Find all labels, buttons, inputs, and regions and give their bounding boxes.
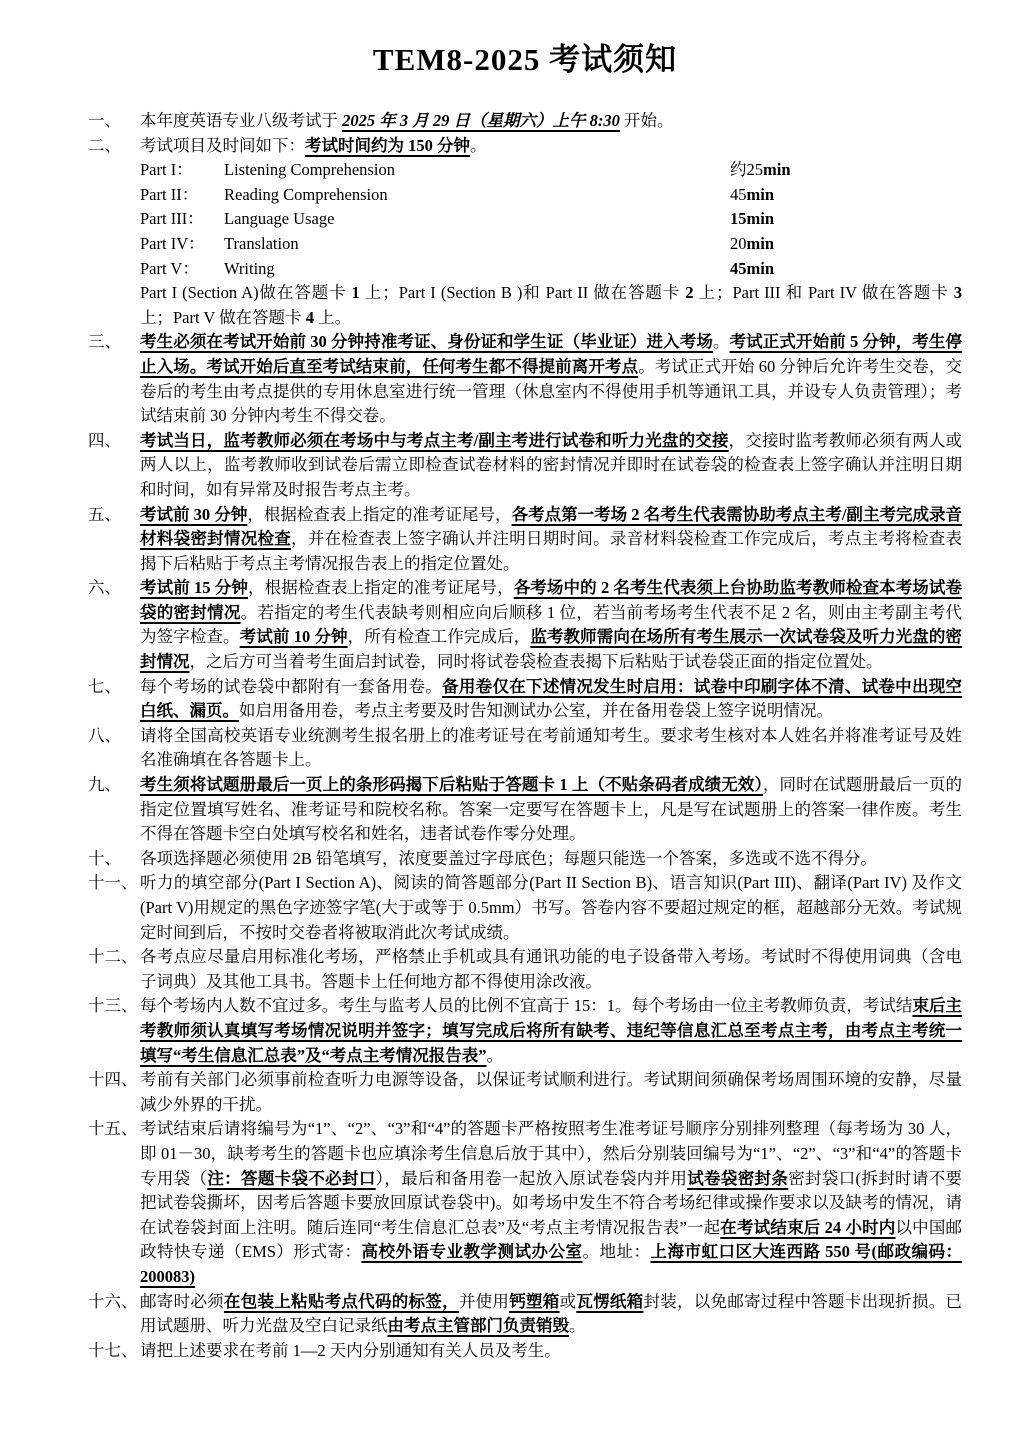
text-run: 各考点应尽量启用标准化考场，严格禁止手机或具有通讯功能的电子设备带入考场。考试时不得使用词典（含电子词典）及其他工具书。答题卡上任何地方都不得使用涂改液。 xyxy=(140,947,962,991)
text-run: 或 xyxy=(559,1291,577,1311)
item-number: 十三、 xyxy=(88,996,138,1016)
notice-list xyxy=(88,109,962,1363)
notice-item xyxy=(88,134,962,331)
text-run: 3 xyxy=(953,283,962,303)
item-number: 七、 xyxy=(88,676,121,696)
text-run: ，所有检查工作完成后， xyxy=(347,627,531,647)
text-run: 。 xyxy=(486,1045,503,1065)
text-run: 考生必须在考试开始前 30 分钟持准考证、身份证和学生证（毕业证）进入考场 xyxy=(140,332,713,352)
text-run: 每个考场的试卷袋中都附有一套备用卷。 xyxy=(140,676,443,696)
text-run: 。 xyxy=(470,135,487,155)
part-name: Reading Comprehension xyxy=(224,184,388,204)
part-duration xyxy=(730,183,774,208)
part-label: Part II： xyxy=(140,184,199,204)
exam-part-row xyxy=(140,257,962,282)
item-number: 一、 xyxy=(88,111,121,130)
part-duration xyxy=(730,158,791,183)
item-body xyxy=(140,109,962,134)
text-run: 45 xyxy=(730,184,747,204)
part-name: Listening Comprehension xyxy=(224,160,395,180)
text-run: 考试前 10 分钟 xyxy=(239,627,348,647)
text-run: 20 xyxy=(730,233,747,253)
item-body xyxy=(140,847,962,872)
text-run: 45min xyxy=(730,258,775,278)
notice-item xyxy=(88,429,962,503)
item-number: 五、 xyxy=(88,504,121,524)
text-run: 由考点主管部门负责销毁 xyxy=(387,1316,569,1336)
item-number: 八、 xyxy=(88,725,121,745)
text-run: 考试当日，监考教师必须在考场中与考点主考/副主考进行试卷和听力光盘的交接 xyxy=(140,430,729,450)
item-body xyxy=(140,773,962,847)
part-duration xyxy=(730,207,774,232)
text-run: 密封袋口(拆封时请不要把试卷袋撕坏，因考后答题卡要放回原试卷袋中)。如考场中发生不符合考场纪律或操作要求以及缺考的情况，请在试卷袋封面上注明。随后连同“考生信息汇总表”及“考点主考情况报告表”一起 xyxy=(140,1168,963,1237)
item-body xyxy=(140,871,962,945)
item-number: 九、 xyxy=(88,775,121,795)
notice-item xyxy=(88,109,962,134)
text-run: ，交接时监考教师必须有两人或两人以上，监考教师收到试卷后需立即检查试卷材料的密封情况并即时在试卷袋的检查表上签字确认并注明日期和时间，如有异常及时报告考点主考。 xyxy=(140,430,963,499)
notice-item xyxy=(88,724,962,773)
text-run: 考试时间约为 150 分钟 xyxy=(305,135,470,155)
text-run: 考试前 15 分钟 xyxy=(140,578,248,598)
text-run: ，并在检查表上签字确认并注明日期时间。录音材料袋检查工作完成后，考点主考将检查表揭下后粘贴于考点主考情况报告表上的指定位置处。 xyxy=(140,529,962,573)
text-run: 邮寄时必须 xyxy=(140,1291,224,1311)
item-number: 二、 xyxy=(88,135,121,155)
text-run: 请将全国高校英语专业统测考生报名册上的准考证号在考前通知考生。要求考生核对本人姓名并将准考证号及姓名准确填在各答题卡上。 xyxy=(140,725,962,770)
document-title: TEM8-2025 考试须知 xyxy=(372,42,678,77)
text-run: 备用卷仅在下述情况发生时启用：试卷中印刷字体不清、试卷中出现空白纸、漏页。 xyxy=(140,676,962,721)
text-run: 如启用备用卷，考点主考要及时告知测试办公室，并在备用卷袋上签字说明情况。 xyxy=(239,701,833,721)
notice-item xyxy=(88,847,962,872)
item-body xyxy=(140,724,962,773)
text-run: 本年度英语专业八级考试于 xyxy=(140,111,343,130)
text-run: 上；Part III 和 Part IV 做在答题卡 xyxy=(693,283,954,303)
item-body xyxy=(140,1290,962,1339)
text-run: 封装，以免邮寄过程中答题卡出现折损。已用试题册、听力光盘及空白记录纸 xyxy=(140,1291,962,1336)
notice-item xyxy=(88,675,962,724)
part-label: Part III： xyxy=(140,209,204,229)
text-run: 在考试结束后 24 小时内 xyxy=(720,1217,896,1237)
notice-item xyxy=(88,1339,962,1364)
text-run: 并使用 xyxy=(458,1291,510,1311)
item-body xyxy=(140,576,962,674)
text-run: min xyxy=(746,184,775,204)
item-body xyxy=(140,429,962,503)
item-number: 三、 xyxy=(88,332,121,352)
text-run: 考试正式开始前 5 分钟，考生停止入场。考试开始后直至考试结束前，任何考生都不得提前离开考点 xyxy=(140,332,963,376)
part-name: Translation xyxy=(224,233,299,253)
item-body xyxy=(140,675,962,724)
text-run: 考前有关部门必须事前检查听力电源等设备，以保证考试顺利进行。考试期间须确保考场周围环境的安静，尽量减少外界的干扰。 xyxy=(140,1070,962,1114)
item-note xyxy=(140,281,962,330)
text-run: ，之后方可当着考生面启封试卷，同时将试卷袋检查表揭下后粘贴于试卷袋正面的指定位置处。 xyxy=(189,652,883,672)
text-run: ，同时在试题册最后一页的指定位置填写姓名、准考证号和院校名称。答案一定要写在答题卡上，凡是写在试题册上的答案一律作废。考生不得在答题卡空白处填写校名和姓名，违者试卷作零分处理。 xyxy=(140,775,963,844)
notice-item xyxy=(88,330,962,428)
text-run: ，根据检查表上指定的准考证尾号， xyxy=(248,578,514,598)
text-run: 高校外语专业教学测试办公室 xyxy=(361,1242,583,1262)
part-name: Language Usage xyxy=(224,209,335,229)
text-run: 考试结束后请将编号为“1”、“2”、“3”和“4”的答题卡严格按照考生准考证号顺序分别排列整理（每考场为 30 人，即 01－30，缺考考生的答题卡也应填涂考生信息后放于其中），然后分别装回编号为“1”、“2”、“3”和“4”的答题卡专用袋（ xyxy=(140,1119,962,1188)
notice-item xyxy=(88,945,962,994)
part-name: Writing xyxy=(224,258,275,278)
text-run: 试卷袋密封条 xyxy=(687,1168,789,1188)
item-number: 四、 xyxy=(88,430,121,450)
text-run: 各项选择题必须使用 2B 铅笔填写，浓度要盖过字母底色；每题只能选一个答案，多选或不选不得分。 xyxy=(140,848,878,868)
item-number: 十二、 xyxy=(88,947,138,967)
item-number: 十、 xyxy=(88,848,121,868)
part-duration xyxy=(730,232,774,257)
item-number: 十一、 xyxy=(88,873,138,893)
text-run: 4 xyxy=(305,307,315,327)
item-body xyxy=(140,1068,962,1117)
notice-item xyxy=(88,576,962,674)
item-number: 十六、 xyxy=(88,1291,138,1311)
text-run: 考试前 30 分钟 xyxy=(140,504,248,524)
text-run: 考生须将试题册最后一页上的条形码揭下后粘贴于答题卡 1 上（不贴条码者成绩无效） xyxy=(140,775,763,795)
text-run: 。地址： xyxy=(582,1242,651,1262)
part-label: Part V： xyxy=(140,258,199,278)
exam-part-row xyxy=(140,158,962,183)
text-run: 注：答题卡袋不必封口 xyxy=(207,1168,376,1188)
text-run: 上海市虹口区大连西路 550 号(邮政编码：200083) xyxy=(140,1242,963,1286)
text-run: min xyxy=(763,160,791,180)
item-number: 十五、 xyxy=(88,1119,138,1139)
notice-item xyxy=(88,1068,962,1117)
text-run: 考试项目及时间如下： xyxy=(140,135,305,155)
text-run: 开始。 xyxy=(619,111,674,130)
text-run: 。 xyxy=(712,332,730,352)
text-run: Part I (Section A)做在答题卡 xyxy=(140,283,352,303)
text-run: 各考点第一考场 2 名考生代表需协助考点主考/副主考完成录音材料袋密封情况检查 xyxy=(140,504,963,549)
notice-item xyxy=(88,1117,962,1289)
exam-part-row xyxy=(140,232,962,257)
text-run: 。若指定的考生代表缺考则相应向后顺移 1 位，若当前考场考生代表不足 2 名，则由主考副主考代为签字检查。 xyxy=(140,602,963,647)
text-run: 以中国邮政特快专递（EMS）形式寄： xyxy=(140,1217,963,1262)
exam-part-row xyxy=(140,207,962,232)
item-body xyxy=(140,330,962,428)
text-run: 1 xyxy=(351,283,360,303)
item-body xyxy=(140,994,962,1068)
item-number: 十七、 xyxy=(88,1340,138,1360)
item-number: 六、 xyxy=(88,578,121,598)
text-run: min xyxy=(746,233,775,253)
text-run: ），最后和备用卷一起放入原试卷袋内并用 xyxy=(375,1168,688,1188)
notice-item xyxy=(88,773,962,847)
part-label: Part IV： xyxy=(140,233,205,253)
item-number: 十四、 xyxy=(88,1070,138,1090)
text-run: 每个考场内人数不宜过多。考生与监考人员的比例不宜高于 15：1。每个考场由一位主考教师负责，考试结 xyxy=(140,996,913,1016)
text-run: 上；Part I (Section B )和 Part II 做在答题卡 xyxy=(359,283,686,303)
text-run: 。考试正式开始 60 分钟后允许考生交卷，交卷后的考生由考点提供的专用休息室进行统一管理（休息室内不得使用手机等通讯工具，并设专人负责管理）；考试结束前 30 分钟内考生不得交卷。 xyxy=(140,356,963,426)
notice-item xyxy=(88,1290,962,1339)
item-body xyxy=(140,1339,962,1364)
part-label: Part I： xyxy=(140,160,193,180)
notice-item xyxy=(88,503,962,577)
item-body xyxy=(140,945,962,994)
item-body xyxy=(140,134,962,331)
text-run: 监考教师需向在场所有考生展示一次试卷袋及听力光盘的密封情况 xyxy=(140,627,963,672)
exam-part-row xyxy=(140,183,962,208)
text-run: 在包装上粘贴考点代码的标签， xyxy=(223,1291,459,1311)
text-run: 2025 年 3 月 29 日（星期六）上午 8:30 xyxy=(342,111,620,130)
text-run: 2 xyxy=(685,283,694,303)
part-duration xyxy=(730,257,774,282)
text-run: 。 xyxy=(569,1316,586,1336)
text-run: 各考场中的 2 名考生代表须上台协助监考教师检查本考场试卷袋的密封情况 xyxy=(140,578,963,622)
text-run: 钙塑箱 xyxy=(509,1291,560,1311)
text-run: 听力的填空部分(Part I Section A)、阅读的简答题部分(Part II Section B)、语言知识(Part III)、翻译(Part IV) 及作文(Part V)用规定的黑色字迹签字笔(大于或等于 0.5mm）书写。答卷内容不要超过规定的框，超越部分无效。考试规定时间到后，不按时交卷者将被取消此次考试成绩。 xyxy=(140,873,962,942)
text-run: 上；Part V 做在答题卡 xyxy=(140,307,306,327)
text-run: 上。 xyxy=(314,307,352,327)
text-run: 15min xyxy=(730,209,775,229)
notice-item xyxy=(88,871,962,945)
text-run: 束后主考教师须认真填写考场情况说明并签字；填写完成后将所有缺考、违纪等信息汇总至考点主考，由考点主考统一填写“考生信息汇总表”及“考点主考情况报告表” xyxy=(140,996,963,1065)
text-run: 请把上述要求在考前 1—2 天内分别通知有关人员及考生。 xyxy=(140,1340,561,1360)
notice-item xyxy=(88,994,962,1068)
item-body xyxy=(140,503,962,577)
item-body xyxy=(140,1117,962,1289)
text-run: ，根据检查表上指定的准考证尾号， xyxy=(247,504,512,524)
text-run: 瓦愣纸箱 xyxy=(576,1291,644,1311)
text-run: 约25 xyxy=(730,160,763,180)
